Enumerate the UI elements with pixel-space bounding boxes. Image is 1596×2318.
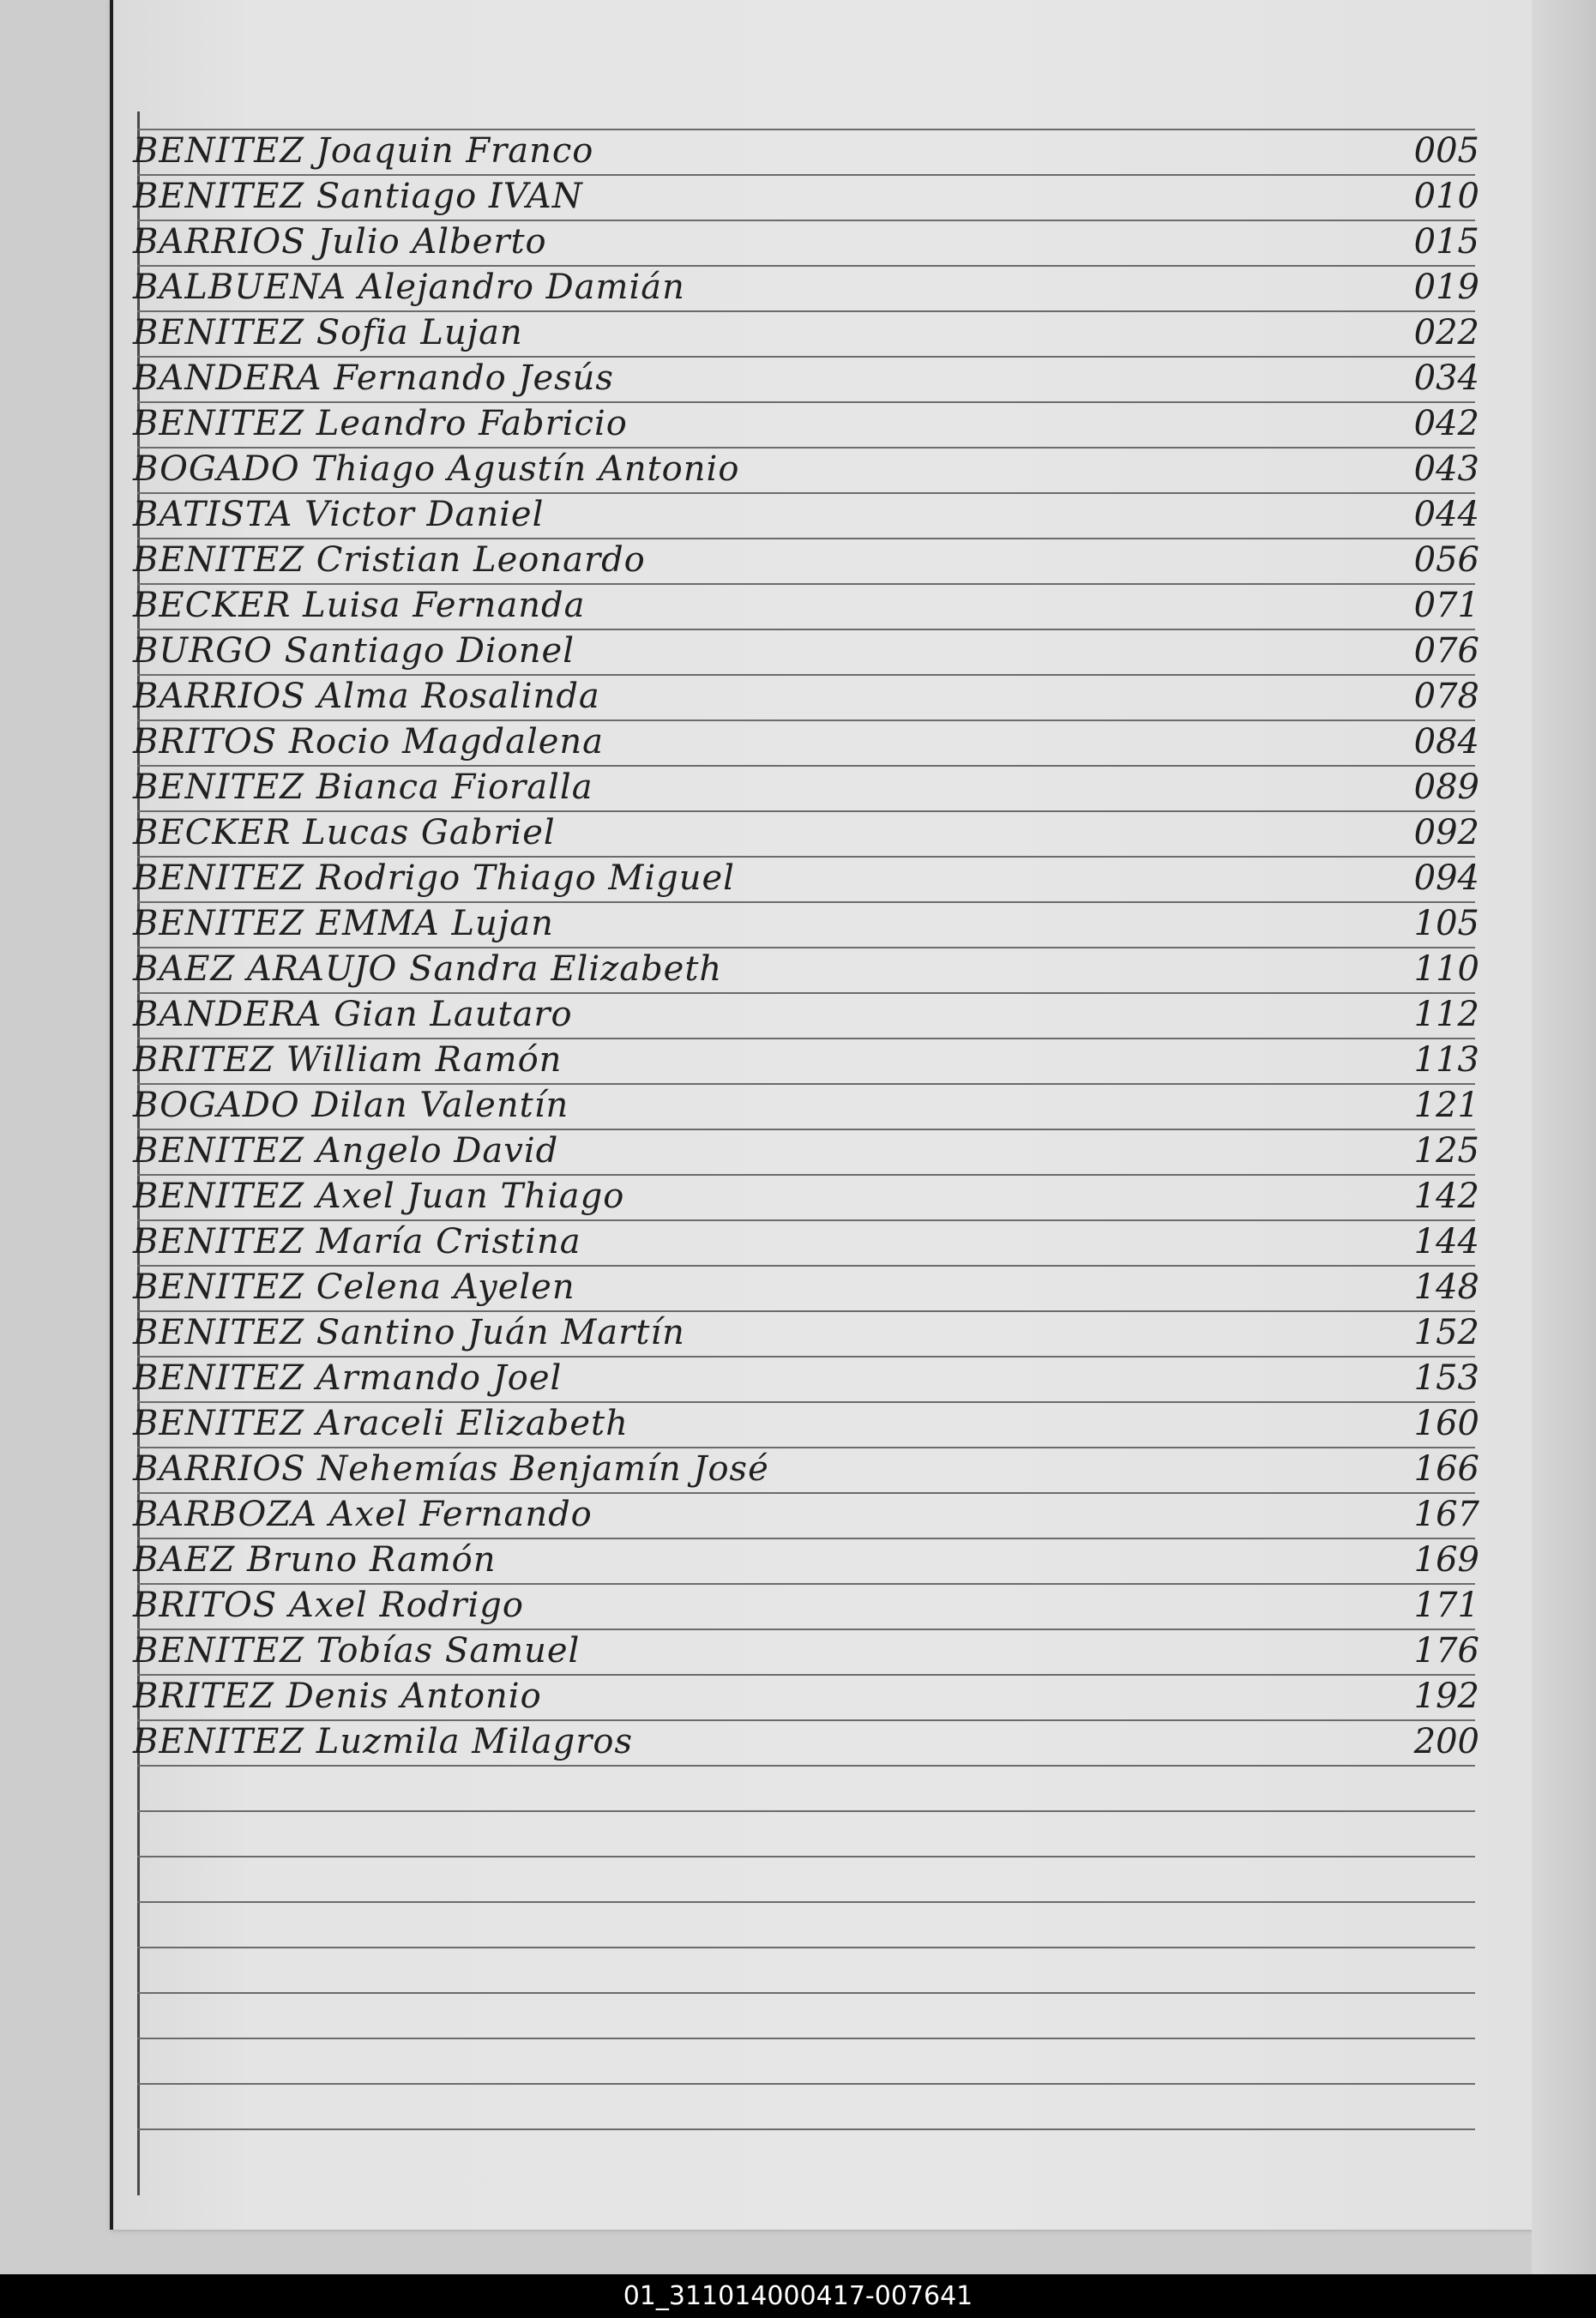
student-number: 078 — [1413, 677, 1479, 716]
list-item — [133, 1129, 1479, 1174]
student-name: BECKER Luisa Fernanda — [133, 586, 586, 625]
list-item — [133, 539, 1479, 583]
ruled-line — [137, 1992, 1475, 1994]
list-item — [133, 857, 1479, 901]
student-name: BENITEZ EMMA Lujan — [133, 904, 554, 943]
student-name: BRITOS Rocio Magdalena — [133, 722, 605, 762]
student-name: BARRIOS Alma Rosalinda — [133, 677, 600, 716]
student-name: BENITEZ Luzmila Milagros — [133, 1722, 633, 1761]
list-item — [133, 902, 1479, 947]
student-number: 071 — [1413, 586, 1479, 625]
list-item — [133, 1220, 1479, 1265]
list-item — [133, 1402, 1479, 1447]
student-number: 044 — [1413, 495, 1479, 534]
student-name: BENITEZ Sofia Lujan — [133, 313, 523, 352]
student-name: BENITEZ Leandro Fabricio — [133, 404, 628, 443]
student-name: BARRIOS Julio Alberto — [133, 222, 547, 262]
ruled-line — [137, 1765, 1475, 1767]
student-name: BENITEZ Bianca Fioralla — [133, 768, 593, 807]
student-number: 043 — [1413, 449, 1479, 489]
student-number: 153 — [1413, 1358, 1479, 1398]
list-item — [133, 766, 1479, 810]
student-number: 034 — [1413, 358, 1479, 398]
list-item — [133, 402, 1479, 447]
list-item — [133, 220, 1479, 265]
student-number: 084 — [1413, 722, 1479, 762]
student-number: 171 — [1413, 1586, 1479, 1625]
student-number: 112 — [1413, 995, 1479, 1034]
student-name: BRITOS Axel Rodrigo — [133, 1586, 524, 1625]
student-name: BENITEZ Santino Juán Martín — [133, 1313, 685, 1352]
student-name: BOGADO Thiago Agustín Antonio — [133, 449, 740, 489]
list-item — [133, 811, 1479, 856]
student-number: 167 — [1413, 1495, 1479, 1534]
list-item — [133, 1039, 1479, 1083]
student-number: 148 — [1413, 1267, 1479, 1307]
student-number: 010 — [1413, 177, 1479, 216]
student-name: BANDERA Fernando Jesús — [133, 358, 614, 398]
footer-label: 01_311014000417-007641 — [623, 2281, 973, 2311]
student-number: 169 — [1413, 1540, 1479, 1580]
list-item — [133, 675, 1479, 719]
student-number: 094 — [1413, 858, 1479, 898]
student-number: 125 — [1413, 1131, 1479, 1171]
page-left-edge — [110, 0, 113, 2230]
student-number: 200 — [1413, 1722, 1479, 1761]
ruled-line — [137, 1901, 1475, 1903]
ruled-line — [137, 1856, 1475, 1857]
list-item — [133, 311, 1479, 356]
list-item — [133, 493, 1479, 538]
list-item — [133, 1675, 1479, 1719]
student-name: BALBUENA Alejandro Damián — [133, 268, 685, 307]
student-name: BRITEZ Denis Antonio — [133, 1677, 542, 1716]
student-number: 144 — [1413, 1222, 1479, 1261]
student-name: BENITEZ Angelo David — [133, 1131, 559, 1171]
student-name: BENITEZ Joaquin Franco — [133, 131, 594, 171]
student-number: 110 — [1413, 949, 1479, 989]
ruled-line — [137, 2083, 1475, 2085]
student-name: BOGADO Dilan Valentín — [133, 1086, 569, 1125]
student-number: 152 — [1413, 1313, 1479, 1352]
student-name: BANDERA Gian Lautaro — [133, 995, 573, 1034]
list-item — [133, 266, 1479, 310]
student-name: BENITEZ Tobías Samuel — [133, 1631, 581, 1671]
ruled-line — [137, 1947, 1475, 1948]
student-name: BRITEZ William Ramón — [133, 1040, 563, 1080]
list-item — [133, 1311, 1479, 1356]
student-number: 092 — [1413, 813, 1479, 852]
student-name: BENITEZ María Cristina — [133, 1222, 581, 1261]
list-item — [133, 1584, 1479, 1629]
student-number: 160 — [1413, 1404, 1479, 1443]
student-name: BAEZ ARAUJO Sandra Elizabeth — [133, 949, 723, 989]
list-item — [133, 1357, 1479, 1401]
list-item — [133, 1266, 1479, 1310]
student-number: 192 — [1413, 1677, 1479, 1716]
student-number: 176 — [1413, 1631, 1479, 1671]
list-item — [133, 129, 1479, 174]
page-right-edge — [1532, 0, 1596, 2274]
list-item — [133, 948, 1479, 992]
list-item — [133, 584, 1479, 629]
student-number: 022 — [1413, 313, 1479, 352]
student-name: BENITEZ Armando Joel — [133, 1358, 563, 1398]
student-number: 121 — [1413, 1086, 1479, 1125]
student-name: BENITEZ Cristian Leonardo — [133, 540, 646, 580]
student-name: BAEZ Bruno Ramón — [133, 1540, 497, 1580]
student-number: 042 — [1413, 404, 1479, 443]
student-number: 076 — [1413, 631, 1479, 671]
student-name: BECKER Lucas Gabriel — [133, 813, 556, 852]
student-name: BARBOZA Axel Fernando — [133, 1495, 593, 1534]
student-number: 056 — [1413, 540, 1479, 580]
list-item — [133, 993, 1479, 1038]
ruled-line — [137, 2038, 1475, 2039]
student-name: BURGO Santiago Dionel — [133, 631, 575, 671]
list-item — [133, 1720, 1479, 1765]
student-number: 089 — [1413, 768, 1479, 807]
list-item — [133, 720, 1479, 765]
student-number: 015 — [1413, 222, 1479, 262]
student-number: 166 — [1413, 1449, 1479, 1489]
student-name: BENITEZ Rodrigo Thiago Miguel — [133, 858, 735, 898]
list-item — [133, 175, 1479, 220]
student-name: BENITEZ Araceli Elizabeth — [133, 1404, 629, 1443]
list-item — [133, 1538, 1479, 1583]
student-name: BENITEZ Axel Juan Thiago — [133, 1177, 625, 1216]
list-item — [133, 1448, 1479, 1492]
student-name: BENITEZ Santiago IVAN — [133, 177, 583, 216]
student-name: BENITEZ Celena Ayelen — [133, 1267, 575, 1307]
list-item — [133, 629, 1479, 674]
student-number: 005 — [1413, 131, 1479, 171]
student-number: 142 — [1413, 1177, 1479, 1216]
list-item — [133, 1175, 1479, 1219]
list-item — [133, 1629, 1479, 1674]
scan-footer — [0, 2274, 1596, 2318]
list-item — [133, 1493, 1479, 1538]
student-number: 105 — [1413, 904, 1479, 943]
student-number: 019 — [1413, 268, 1479, 307]
student-name: BARRIOS Nehemías Benjamín José — [133, 1449, 769, 1489]
student-name: BATISTA Victor Daniel — [133, 495, 545, 534]
ruled-line — [137, 2128, 1475, 2130]
student-number: 113 — [1413, 1040, 1479, 1080]
list-item — [133, 357, 1479, 401]
list-item — [133, 448, 1479, 492]
ruled-line — [137, 1810, 1475, 1812]
list-item — [133, 1084, 1479, 1129]
